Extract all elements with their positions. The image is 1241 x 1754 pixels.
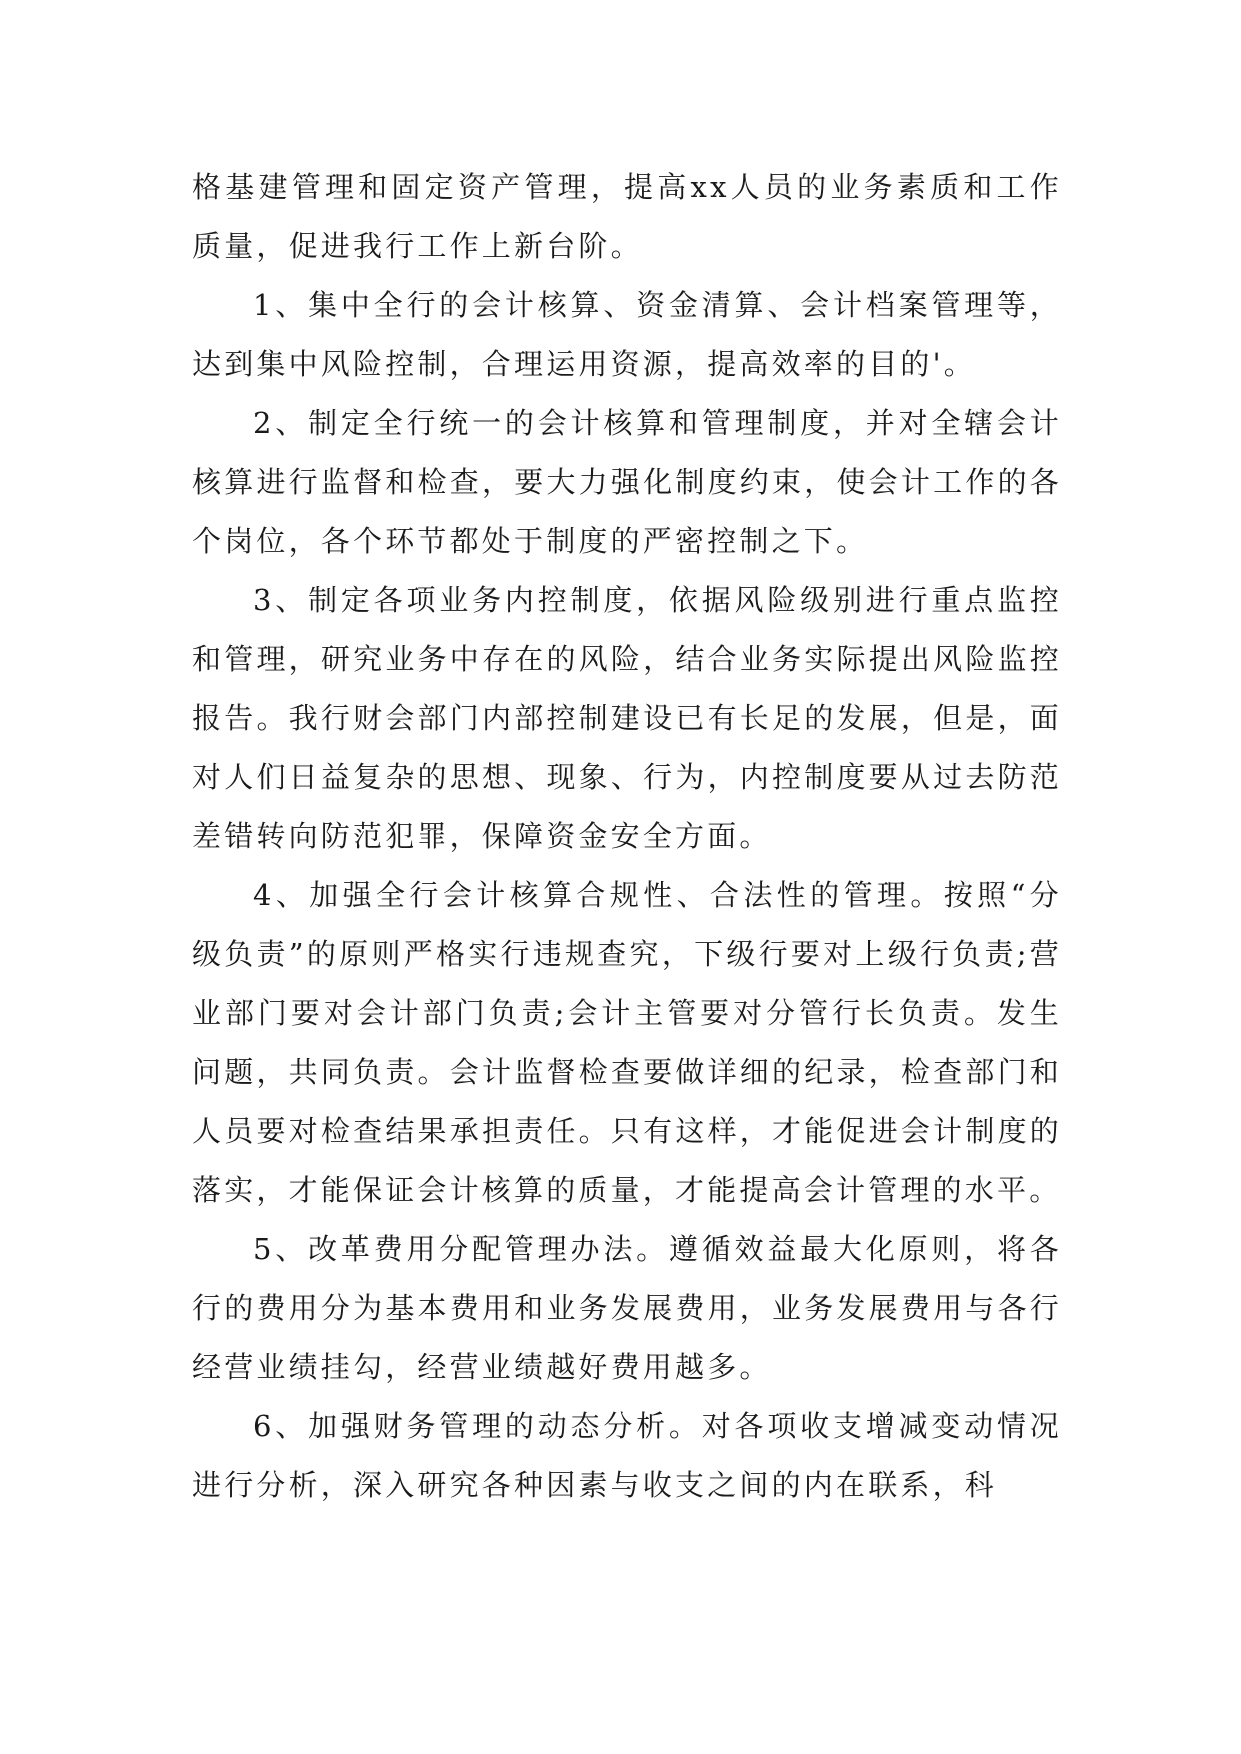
- paragraph-item-2: 2、制定全行统一的会计核算和管理制度，并对全辖会计核算进行监督和检查，要大力强化制度约束，使会计工作的各个岗位，各个环节都处于制度的严密控制之下。: [192, 406, 1062, 558]
- paragraph-item-4: 4、加强全行会计核算合规性、合法性的管理。按照“分级负责”的原则严格实行违规查究，下级行要对上级行负责;营业部门要对会计部门负责;会计主管要对分管行长负责。发生问题，共同负责。会计监督检查要做详细的纪录，检查部门和人员要对检查结果承担责任。只有这样，才能促进会计制度的落实，才能保证会计核算的质量，才能提高会计管理的水平。: [192, 878, 1062, 1207]
- paragraph-continuation: 格基建管理和固定资产管理，提高xx人员的业务素质和工作质量，促进我行工作上新台阶。: [192, 170, 1062, 263]
- paragraph-item-5: 5、改革费用分配管理办法。遵循效益最大化原则，将各行的费用分为基本费用和业务发展费用，业务发展费用与各行经营业绩挂勾，经营业绩越好费用越多。: [192, 1232, 1062, 1384]
- paragraph-item-3: 3、制定各项业务内控制度，依据风险级别进行重点监控和管理，研究业务中存在的风险，结合业务实际提出风险监控报告。我行财会部门内部控制建设已有长足的发展，但是，面对人们日益复杂的思想、现象、行为，内控制度要从过去防范差错转向防范犯罪，保障资金安全方面。: [192, 583, 1062, 853]
- paragraph-item-6: 6、加强财务管理的动态分析。对各项收支增减变动情况进行分析，深入研究各种因素与收支之间的内在联系，科: [192, 1409, 1062, 1502]
- document-body: [192, 158, 1062, 1515]
- paragraph-item-1: 1、集中全行的会计核算、资金清算、会计档案管理等，达到集中风险控制，合理运用资源，提高效率的目的'。: [192, 288, 1062, 381]
